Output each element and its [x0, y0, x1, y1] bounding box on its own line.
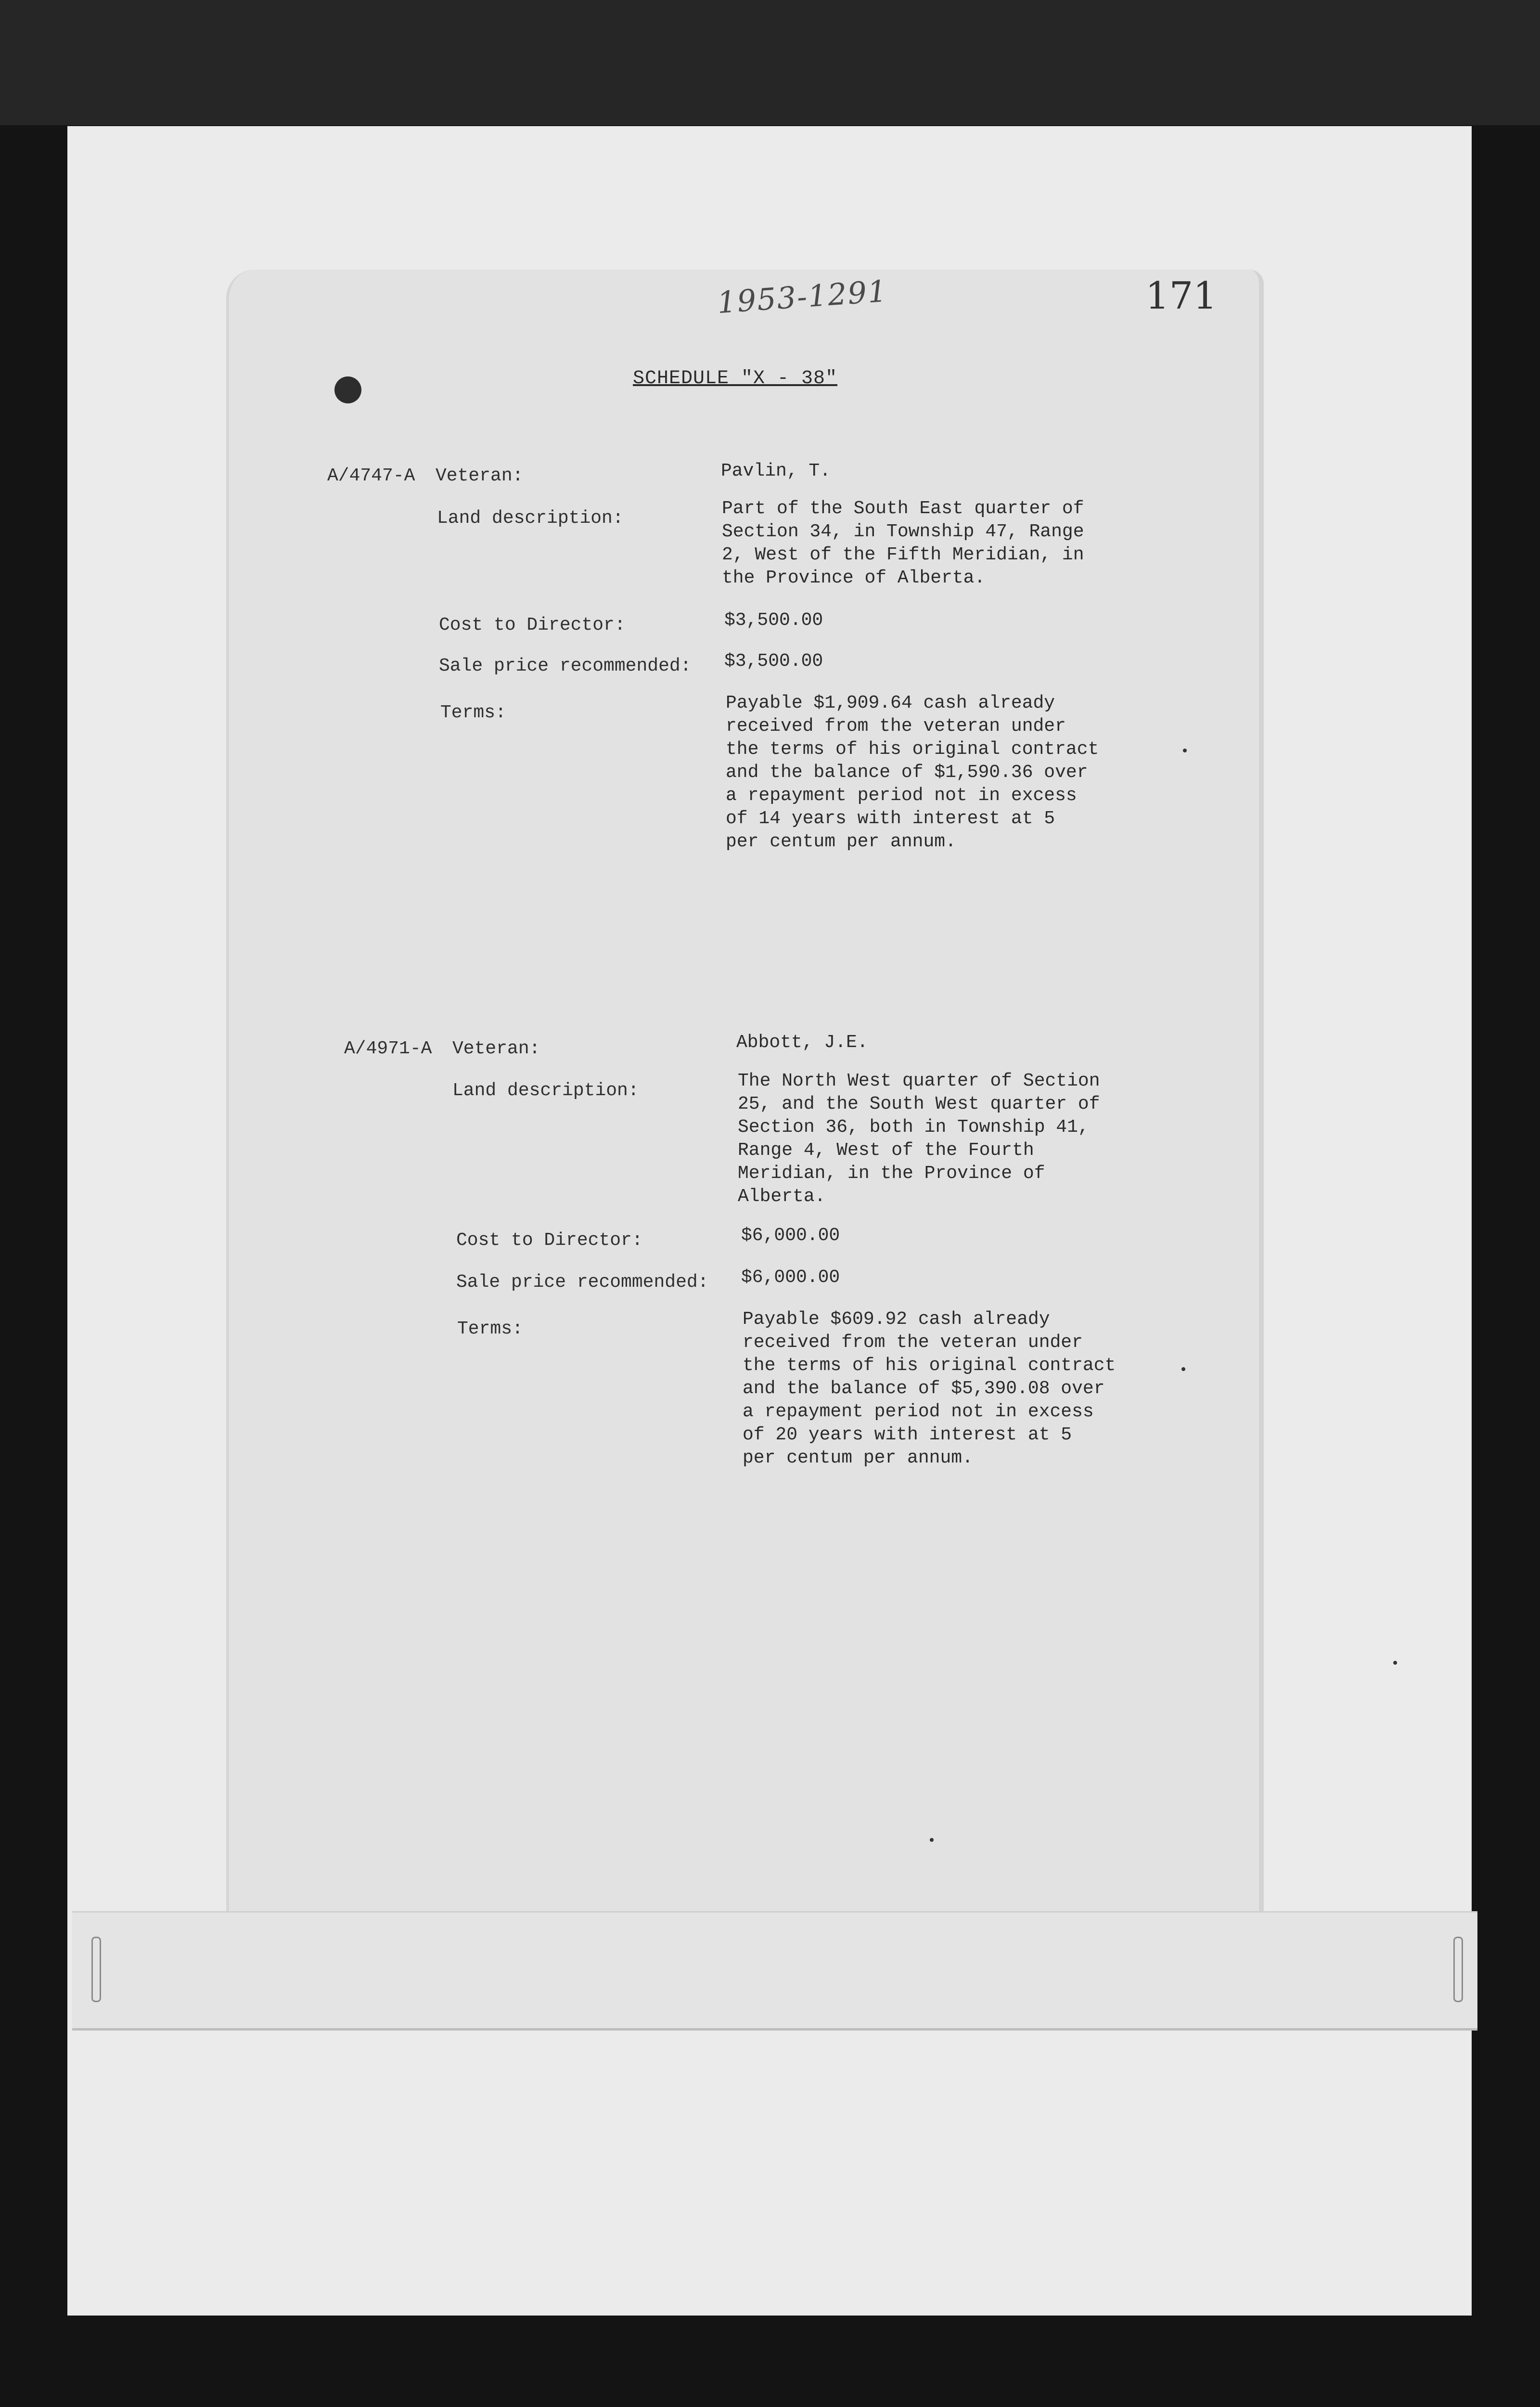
- terms-line: a repayment period not in excess: [726, 785, 1077, 806]
- binding-mark-left: [91, 1937, 101, 2002]
- land-description-value: [738, 1070, 1100, 1208]
- terms-value: [743, 1308, 1116, 1470]
- ink-speck: [1181, 1367, 1185, 1371]
- veteran-value: Pavlin, T.: [721, 461, 831, 481]
- land-description-line: Alberta.: [738, 1186, 826, 1207]
- terms-line: Payable $1,909.64 cash already: [726, 693, 1055, 713]
- land-description-line: the Province of Alberta.: [722, 568, 986, 588]
- cost-to-director-label: Cost to Director:: [456, 1230, 643, 1251]
- land-description-label: Land description:: [452, 1080, 639, 1101]
- cost-to-director-value: $3,500.00: [724, 610, 823, 631]
- terms-line: received from the veteran under: [726, 716, 1066, 737]
- page-number: 171: [1145, 274, 1217, 318]
- land-description-line: The North West quarter of Section: [738, 1071, 1100, 1091]
- land-description-line: 25, and the South West quarter of: [738, 1094, 1100, 1114]
- terms-line: a repayment period not in excess: [743, 1401, 1094, 1422]
- entry-file-number: A/4747-A: [327, 466, 415, 486]
- land-description-line: Range 4, West of the Fourth: [738, 1140, 1034, 1161]
- handwritten-note: 1953-1291: [716, 273, 889, 321]
- terms-line: and the balance of $5,390.08 over: [743, 1378, 1105, 1399]
- terms-line: per centum per annum.: [743, 1448, 973, 1468]
- terms-label: Terms:: [457, 1319, 523, 1339]
- veteran-value: Abbott, J.E.: [736, 1032, 868, 1053]
- binding-strip: [72, 1911, 1477, 2031]
- cost-to-director-label: Cost to Director:: [439, 615, 626, 635]
- terms-line: of 20 years with interest at 5: [743, 1424, 1072, 1445]
- sale-price-label: Sale price recommended:: [456, 1272, 709, 1293]
- land-description-line: Part of the South East quarter of: [722, 498, 1084, 519]
- sale-price-value: $3,500.00: [724, 651, 823, 672]
- land-description-label: Land description:: [437, 508, 624, 529]
- terms-value: [726, 692, 1099, 854]
- ink-speck: [1393, 1661, 1397, 1665]
- film-border-top: [0, 0, 1540, 125]
- punch-hole: [334, 376, 361, 403]
- terms-line: Payable $609.92 cash already: [743, 1309, 1050, 1330]
- ink-speck: [1183, 749, 1187, 752]
- veteran-label: Veteran:: [452, 1038, 540, 1059]
- ink-speck: [930, 1838, 934, 1842]
- terms-line: the terms of his original contract: [743, 1355, 1116, 1376]
- land-description-line: Section 34, in Township 47, Range: [722, 521, 1084, 542]
- terms-line: per centum per annum.: [726, 831, 956, 852]
- cost-to-director-value: $6,000.00: [741, 1225, 840, 1246]
- sale-price-label: Sale price recommended:: [439, 656, 692, 676]
- land-description-line: Section 36, both in Township 41,: [738, 1117, 1089, 1138]
- veteran-label: Veteran:: [436, 466, 524, 486]
- land-description-value: [722, 497, 1084, 590]
- sale-price-value: $6,000.00: [741, 1267, 840, 1288]
- land-description-line: 2, West of the Fifth Meridian, in: [722, 544, 1084, 565]
- binding-mark-right: [1453, 1937, 1463, 2002]
- terms-line: of 14 years with interest at 5: [726, 808, 1055, 829]
- land-description-line: Meridian, in the Province of: [738, 1163, 1045, 1184]
- schedule-title: SCHEDULE "X - 38": [633, 368, 838, 389]
- terms-line: received from the veteran under: [743, 1332, 1083, 1353]
- terms-line: and the balance of $1,590.36 over: [726, 762, 1088, 783]
- terms-line: the terms of his original contract: [726, 739, 1099, 760]
- entry-file-number: A/4971-A: [344, 1038, 432, 1059]
- terms-label: Terms:: [440, 702, 506, 723]
